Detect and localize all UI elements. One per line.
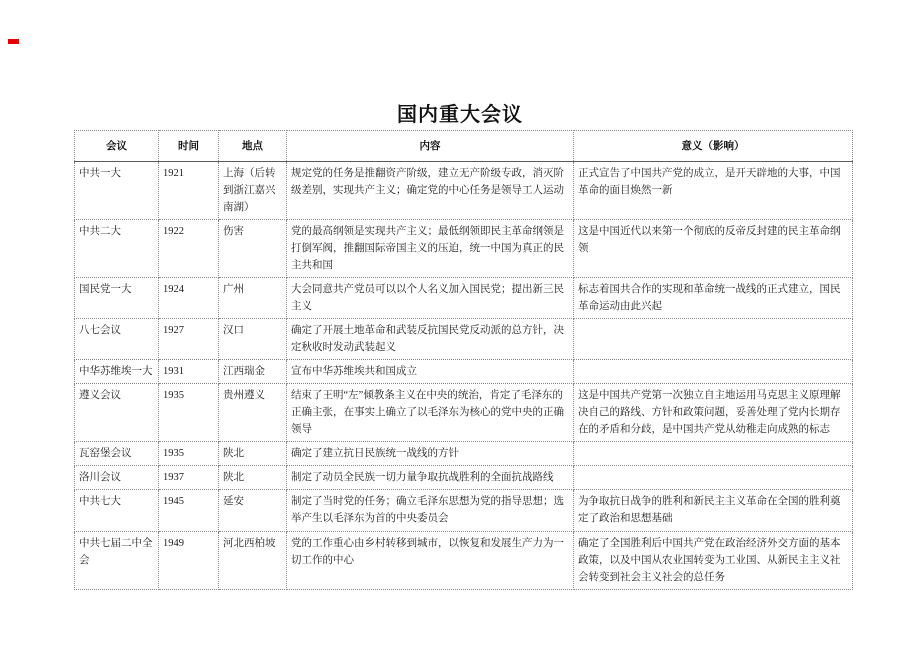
cell-content: 宣布中华苏维埃共和国成立 — [287, 360, 574, 384]
table-row — [75, 442, 853, 466]
table-row — [75, 319, 853, 360]
cell-content: 制定了当时党的任务；确立毛泽东思想为党的指导思想；选举产生以毛泽东为首的中央委员会 — [287, 490, 574, 532]
table-row — [75, 466, 853, 490]
cell-meeting: 中共一大 — [75, 162, 159, 220]
cell-year: 1924 — [159, 278, 219, 319]
cell-place: 延安 — [219, 490, 287, 532]
header-significance: 意义（影响） — [574, 131, 853, 162]
cell-year: 1949 — [159, 532, 219, 590]
cell-place: 陕北 — [219, 466, 287, 490]
cell-meeting: 中共七届二中全会 — [75, 532, 159, 590]
cell-year: 1945 — [159, 490, 219, 532]
cell-meeting: 瓦窑堡会议 — [75, 442, 159, 466]
cell-year: 1921 — [159, 162, 219, 220]
table-header-row — [75, 131, 853, 162]
cell-place: 上海（后转到浙江嘉兴南湖） — [219, 162, 287, 220]
header-meeting: 会议 — [75, 131, 159, 162]
cell-place: 陕北 — [219, 442, 287, 466]
cell-year: 1935 — [159, 442, 219, 466]
table-row — [75, 532, 853, 590]
cell-meeting: 中华苏维埃一大 — [75, 360, 159, 384]
cell-meeting: 中共二大 — [75, 220, 159, 278]
table-row — [75, 278, 853, 319]
cell-significance: 这是中国共产党第一次独立自主地运用马克思主义原理解决自己的路线、方针和政策问题，妥善处理了党内长期存在的矛盾和分歧，是中国共产党从幼稚走向成熟的标志 — [574, 384, 853, 442]
cell-significance: 正式宣告了中国共产党的成立，是开天辟地的大事，中国革命的面目焕然一新 — [574, 162, 853, 220]
cell-significance — [574, 442, 853, 466]
cell-meeting: 八七会议 — [75, 319, 159, 360]
cell-place: 伤害 — [219, 220, 287, 278]
table-row — [75, 384, 853, 442]
cell-content: 结束了王明“左”倾教条主义在中央的统治，肯定了毛泽东的正确主张，在事实上确立了以毛泽东为核心的党中央的正确领导 — [287, 384, 574, 442]
meetings-table — [74, 130, 853, 590]
header-time: 时间 — [159, 131, 219, 162]
cell-year: 1922 — [159, 220, 219, 278]
cell-significance: 标志着国共合作的实现和革命统一战线的正式建立，国民革命运动由此兴起 — [574, 278, 853, 319]
cell-meeting: 洛川会议 — [75, 466, 159, 490]
cell-significance — [574, 466, 853, 490]
cell-content: 党的最高纲领是实现共产主义；最低纲领即民主革命纲领是打倒军阀，推翻国际帝国主义的压迫，统一中国为真正的民主共和国 — [287, 220, 574, 278]
cell-year: 1931 — [159, 360, 219, 384]
cell-content: 制定了动员全民族一切力量争取抗战胜利的全面抗战路线 — [287, 466, 574, 490]
cell-place: 河北西柏坡 — [219, 532, 287, 590]
cell-meeting: 遵义会议 — [75, 384, 159, 442]
cell-content: 规定党的任务是推翻资产阶级，建立无产阶级专政，消灭阶级差别，实现共产主义；确定党的中心任务是领导工人运动 — [287, 162, 574, 220]
table-row — [75, 360, 853, 384]
cell-year: 1935 — [159, 384, 219, 442]
cell-significance — [574, 360, 853, 384]
red-mark — [8, 39, 19, 44]
table-row — [75, 490, 853, 532]
header-content: 内容 — [287, 131, 574, 162]
cell-significance: 这是中国近代以来第一个彻底的反帝反封建的民主革命纲领 — [574, 220, 853, 278]
cell-place: 江西瑞金 — [219, 360, 287, 384]
table-row — [75, 220, 853, 278]
cell-meeting: 中共七大 — [75, 490, 159, 532]
cell-place: 贵州遵义 — [219, 384, 287, 442]
cell-significance — [574, 319, 853, 360]
cell-place: 汉口 — [219, 319, 287, 360]
cell-content: 大会同意共产党员可以以个人名义加入国民党；提出新三民主义 — [287, 278, 574, 319]
cell-year: 1937 — [159, 466, 219, 490]
cell-meeting: 国民党一大 — [75, 278, 159, 319]
cell-year: 1927 — [159, 319, 219, 360]
cell-significance: 确定了全国胜利后中国共产党在政治经济外交方面的基本政策，以及中国从农业国转变为工业国、从新民主主义社会转变到社会主义社会的总任务 — [574, 532, 853, 590]
page-title: 国内重大会议 — [397, 104, 523, 126]
header-place: 地点 — [219, 131, 287, 162]
cell-content: 确定了建立抗日民族统一战线的方针 — [287, 442, 574, 466]
cell-significance: 为争取抗日战争的胜利和新民主主义革命在全国的胜利奠定了政治和思想基础 — [574, 490, 853, 532]
table-row — [75, 162, 853, 220]
cell-place: 广州 — [219, 278, 287, 319]
cell-content: 确定了开展土地革命和武装反抗国民党反动派的总方针，决定秋收时发动武装起义 — [287, 319, 574, 360]
cell-content: 党的工作重心由乡村转移到城市，以恢复和发展生产力为一切工作的中心 — [287, 532, 574, 590]
